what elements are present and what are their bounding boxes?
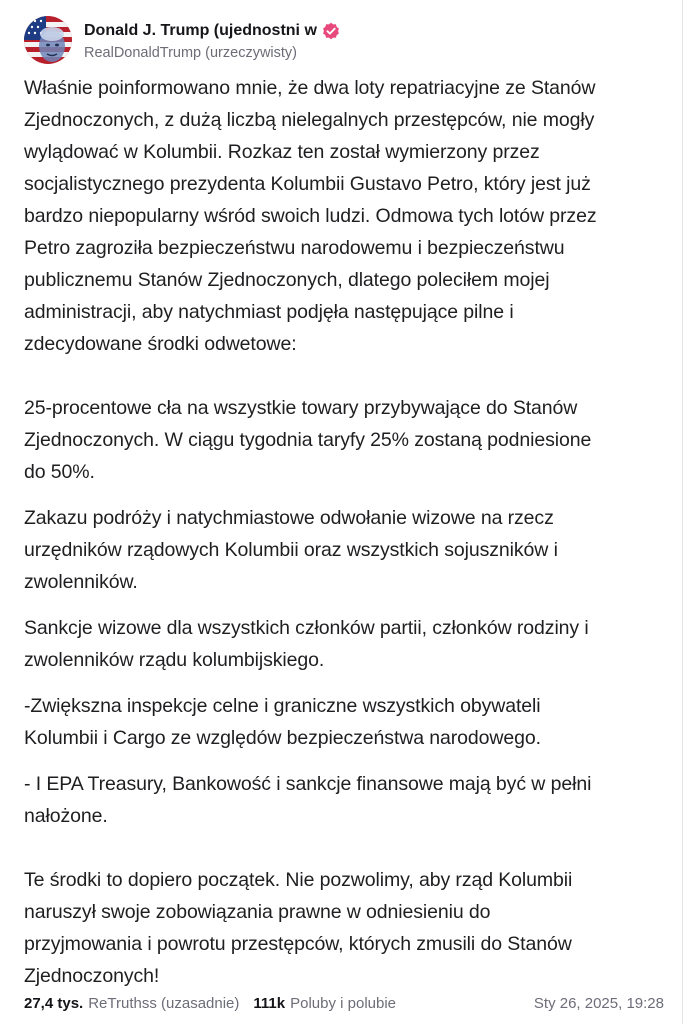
post-paragraph-1: Właśnie poinformowano mnie, że dwa loty repatriacyjne ze Stanów Zjednoczonych, z dużą liczbą nielegalnych przestępców, nie mogły wylądować w Kolumbii. Rozkaz ten został wymierzony przez socjalistycznego prezydenta Kolumbii Gustavo Petro, który jest już bardzo niepopularny wśród swoich ludzi. Odmowa tych lotów przez Petro zagroziła bezpieczeństwu narodowemu i bezpieczeństwu publicznemu Stanów Zjednoczonych, dlatego poleciłem mojej administracji, aby natychmiast podjęła następujące pilne i zdecydowane środki odwetowe:	[24, 77, 597, 355]
post-timestamp[interactable]: Sty 26, 2025, 19:28	[533, 994, 664, 1012]
likes-stat[interactable]	[253, 995, 396, 1012]
likes-count: 111k	[253, 994, 286, 1012]
post-paragraph-3: Zakazu podróży i natychmiastowe odwołanie wizowe na rzecz urzędników rządowych Kolumbii oraz wszystkich sojuszników i zwolenników.	[24, 507, 558, 593]
post-paragraph-7: Te środki to dopiero początek. Nie pozwolimy, aby rząd Kolumbii naruszył swoje zobowiązania prawne w odniesieniu do przyjmowania i powrotu przestępców, których zmusili do Stanów Zjednoczonych!	[24, 869, 573, 987]
author-name-row	[84, 20, 340, 42]
post-paragraph-5: -Zwiększna inspekcje celne i graniczne wszystkich obywateli Kolumbii i Cargo ze względów bezpieczeństwa narodowego.	[24, 695, 541, 749]
paragraph-spacer	[24, 754, 674, 768]
post-paragraph-2: 25-procentowe cła na wszystkie towary przybywające do Stanów Zjednoczonych. W ciągu tygodnia taryfy 25% zostaną podniesione do 50%.	[24, 397, 592, 483]
avatar[interactable]	[24, 16, 72, 64]
post-body	[24, 72, 674, 992]
avatar-image	[24, 16, 72, 64]
paragraph-spacer	[24, 360, 674, 392]
paragraph-spacer	[24, 676, 674, 690]
paragraph-spacer	[24, 598, 674, 612]
paragraph-spacer	[24, 832, 674, 864]
retruths-count: 27,4 tys.	[24, 994, 84, 1012]
post-header	[24, 14, 340, 66]
retruths-stat[interactable]	[24, 995, 239, 1012]
likes-label: Poluby i polubie	[290, 994, 397, 1012]
author-display-name[interactable]: Donald J. Trump (ujednostni w	[84, 21, 317, 39]
post-paragraph-4: Sankcje wizowe dla wszystkich członków partii, członków rodziny i zwolenników rządu kolumbijskiego.	[24, 617, 589, 671]
paragraph-spacer	[24, 488, 674, 502]
author-info	[84, 20, 340, 61]
post-paragraph-6: - I EPA Treasury, Bankowość i sankcje finansowe mają być w pełni nałożone.	[24, 773, 592, 827]
author-handle[interactable]: RealDonaldTrump (urzeczywisty)	[84, 44, 297, 61]
post-footer	[24, 990, 664, 1016]
retruths-label: ReTruthss (uzasadnie)	[88, 994, 240, 1012]
verified-badge-icon	[322, 22, 340, 40]
